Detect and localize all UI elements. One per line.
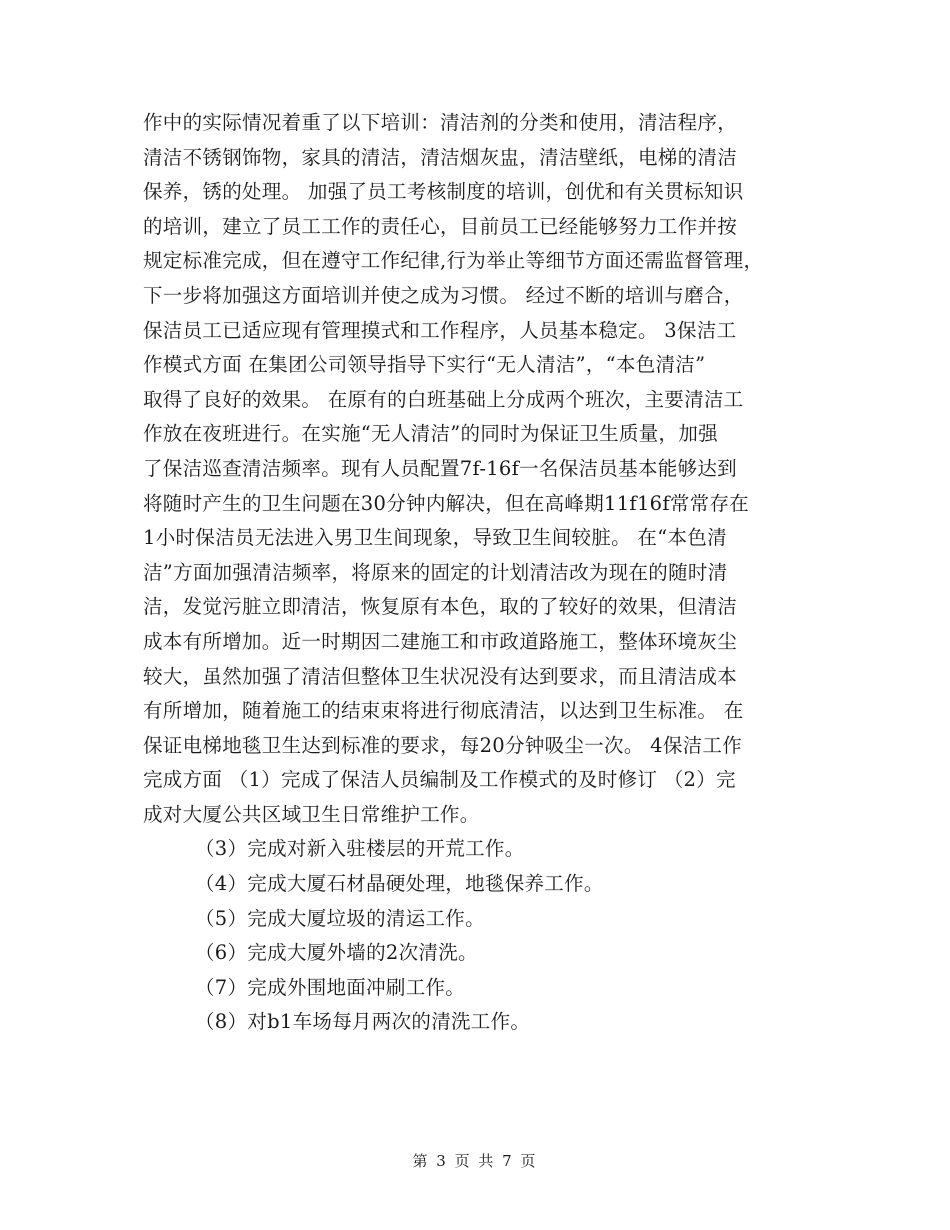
text-line: 成对大厦公共区域卫生日常维护工作。 (143, 802, 480, 826)
text-line: 作放在夜班进行。在实施“无人清洁”的同时为保证卫生质量，加强 (143, 422, 718, 446)
text-line: 了保洁巡查清洁频率。现有人员配置7f-16f一名保洁员基本能够达到 (143, 456, 737, 480)
text-line: 的培训，建立了员工工作的责任心，目前员工已经能够努力工作并按 (143, 214, 738, 238)
text-line: 1小时保洁员无法进入男卫生间现象，导致卫生间较脏。 在“本色清 (143, 526, 727, 550)
list-item: （5）完成大厦垃圾的清运工作。 (195, 906, 485, 930)
list-item: （8）对b1车场每月两次的清洗工作。 (195, 1010, 531, 1034)
text-line: 完成方面 （1）完成了保洁人员编制及工作模式的及时修订 （2）完 (143, 768, 736, 792)
list-item: （4）完成大厦石材晶硬处理，地毯保养工作。 (195, 872, 604, 896)
text-line: 洁，发觉污脏立即清洁，恢复原有本色，取的了较好的效果，但清洁 (143, 595, 738, 619)
text-line: 保证电梯地毯卫生达到标准的要求，每20分钟吸尘一次。 4保洁工作 (143, 733, 743, 757)
text-line: 较大，虽然加强了清洁但整体卫生状况没有达到要求，而且清洁成本 (143, 664, 738, 688)
text-line: 作中的实际情况着重了以下培训：清洁剂的分类和使用，清洁程序， (143, 111, 738, 134)
body-text (143, 106, 823, 1040)
text-line: 将随时产生的卫生问题在30分钟内解决，但在高峰期11f16f常常存在 (143, 491, 750, 515)
text-line: 保养，锈的处理。 加强了员工考核制度的培训，创优和有关贯标知识 (143, 180, 744, 204)
list-item: （6）完成大厦外墙的2次清洗。 (195, 941, 478, 965)
text-line: 保洁员工已适应现有管理摸式和工作程序，人员基本稳定。 3保洁工 (143, 318, 737, 342)
text-line: 清洁不锈钢饰物，家具的清洁，清洁烟灰盅，清洁壁纸，电梯的清洁 (143, 145, 738, 169)
page-number-footer: 第 3 页 共 7 页 (412, 1152, 538, 1170)
text-line: 成本有所增加。近一时期因二建施工和市政道路施工，整体环境灰尘 (143, 629, 738, 653)
text-line: 取得了良好的效果。 在原有的白班基础上分成两个班次，主要清洁工 (143, 387, 744, 411)
text-line: 有所增加，随着施工的结束束将进行彻底清洁，以达到卫生标准。 在 (143, 699, 744, 723)
list-item: （3）完成对新入驻楼层的开荒工作。 (195, 837, 525, 861)
text-line: 下一步将加强这方面培训并使之成为习惯。 经过不断的培训与磨合， (143, 283, 744, 307)
text-line: 规定标准完成，但在遵守工作纪律,行为举止等细节方面还需监督管理， (143, 249, 764, 273)
text-line: 作模式方面 在集团公司领导指导下实行“无人清洁”，“本色清洁” (143, 353, 706, 377)
list-item: （7）完成外围地面冲刷工作。 (195, 975, 466, 999)
text-line: 洁”方面加强清洁频率，将原来的固定的计划清洁改为现在的随时清 (143, 560, 728, 584)
